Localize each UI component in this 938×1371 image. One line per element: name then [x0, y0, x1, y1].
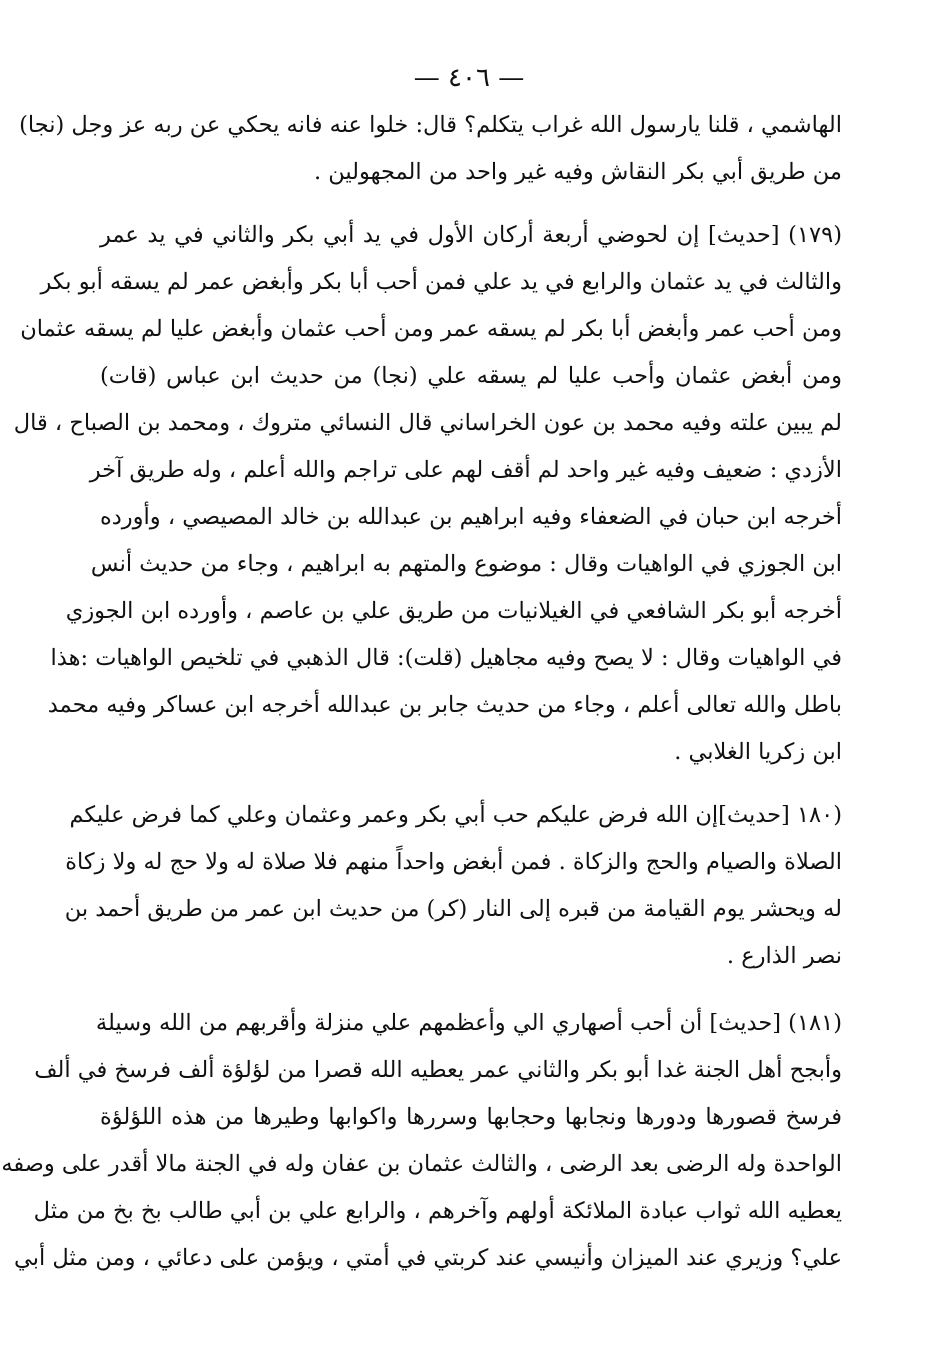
text-line: أخرجه أبو بكر الشافعي في الغيلانيات من طريق علي بن عاصم ، وأورده ابن الجوزي	[65, 598, 842, 624]
text-line: لم يبين علته وفيه محمد بن عون الخراساني قال النسائي متروك ، ومحمد بن الصباح ، قال	[13, 410, 842, 436]
text-line: الصلاة والصيام والحج والزكاة . فمن أبغض واحداً منهم فلا صلاة له ولا حج له ولا زكاة	[65, 849, 842, 875]
text-line: وأبجح أهل الجنة غدا أبو بكر والثاني عمر يعطيه الله قصرا من لؤلؤة ألف فرسخ في ألف	[34, 1057, 842, 1083]
text-line: ابن الجوزي في الواهيات وقال : موضوع والمتهم به ابراهيم ، وجاء من حديث أنس	[90, 551, 842, 577]
text-line: (١٧٩) [حديث] إن لحوضي أربعة أركان الأول في يد أبي بكر والثاني في يد عمر	[100, 222, 842, 248]
text-line: الواحدة وله الرضى بعد الرضى ، والثالث عثمان بن عفان وله في الجنة مالا أقدر على وصفه	[1, 1151, 842, 1177]
text-line: الأزدي : ضعيف وفيه غير واحد لم أقف لهم على تراجم والله أعلم ، وله طريق آخر	[89, 457, 842, 483]
paragraph-hadith-180	[64, 792, 842, 980]
text-line: من طريق أبي بكر النقاش وفيه غير واحد من المجهولين .	[313, 159, 842, 185]
paragraph-continuation	[19, 102, 842, 196]
text-line: أخرجه ابن حبان في الضعفاء وفيه ابراهيم بن عبدالله بن خالد المصيصي ، وأورده	[100, 504, 842, 530]
text-line: (١٨١) [حديث] أن أحب أصهاري الي وأعظمهم علي منزلة وأقربهم من الله وسيلة	[95, 1010, 842, 1036]
text-line: (١٨٠ [حديث]إن الله فرض عليكم حب أبي بكر وعمر وعثمان وعلي كما فرض عليكم	[69, 802, 842, 828]
text-line: ابن زكريا الغلابي .	[674, 739, 842, 765]
text-line: باطل والله تعالى أعلم ، وجاء من حديث جابر بن عبدالله أخرجه ابن عساكر وفيه محمد	[47, 692, 842, 718]
text-line: والثالث في يد عثمان والرابع في يد علي فمن أحب أبا بكر وأبغض عمر لم يسقه أبو بكر	[40, 269, 842, 295]
text-line: نصر الذارع .	[726, 943, 842, 969]
paragraph-hadith-179	[13, 212, 842, 776]
page-number: — ٤٠٦ —	[413, 63, 525, 93]
text-line: في الواهيات وقال : لا يصح وفيه مجاهيل (قلت): قال الذهبي في تلخيص الواهيات :هذا	[50, 645, 842, 671]
text-line: الهاشمي ، قلنا يارسول الله غراب يتكلم؟ قال: خلوا عنه فانه يحكي عن ربه عز وجل (نجا)	[19, 112, 842, 138]
text-line: فرسخ قصورها ودورها ونجابها وحجابها وسررها واكوابها وطيرها من هذه اللؤلؤة	[100, 1104, 842, 1130]
text-line: له ويحشر يوم القيامة من قبره إلى النار (كر) من حديث ابن عمر من طريق أحمد بن	[64, 896, 842, 922]
text-line: ومن أبغض عثمان وأحب عليا لم يسقه علي (نجا) من حديث ابن عباس (قات)	[100, 363, 842, 389]
paragraph-hadith-181	[1, 1000, 842, 1282]
text-line: ومن أحب عمر وأبغض أبا بكر لم يسقه عمر ومن أحب عثمان وأبغض عليا لم يسقه عثمان	[20, 316, 842, 342]
text-line: يعطيه الله ثواب عبادة الملائكة أولهم وآخرهم ، والرابع علي بن أبي طالب بخ بخ من مثل	[33, 1198, 842, 1224]
text-line: علي؟ وزيري عند الميزان وأنيسي عند كربتي في أمتي ، ويؤمن على دعائي ، ومن مثل أبي	[13, 1245, 842, 1271]
